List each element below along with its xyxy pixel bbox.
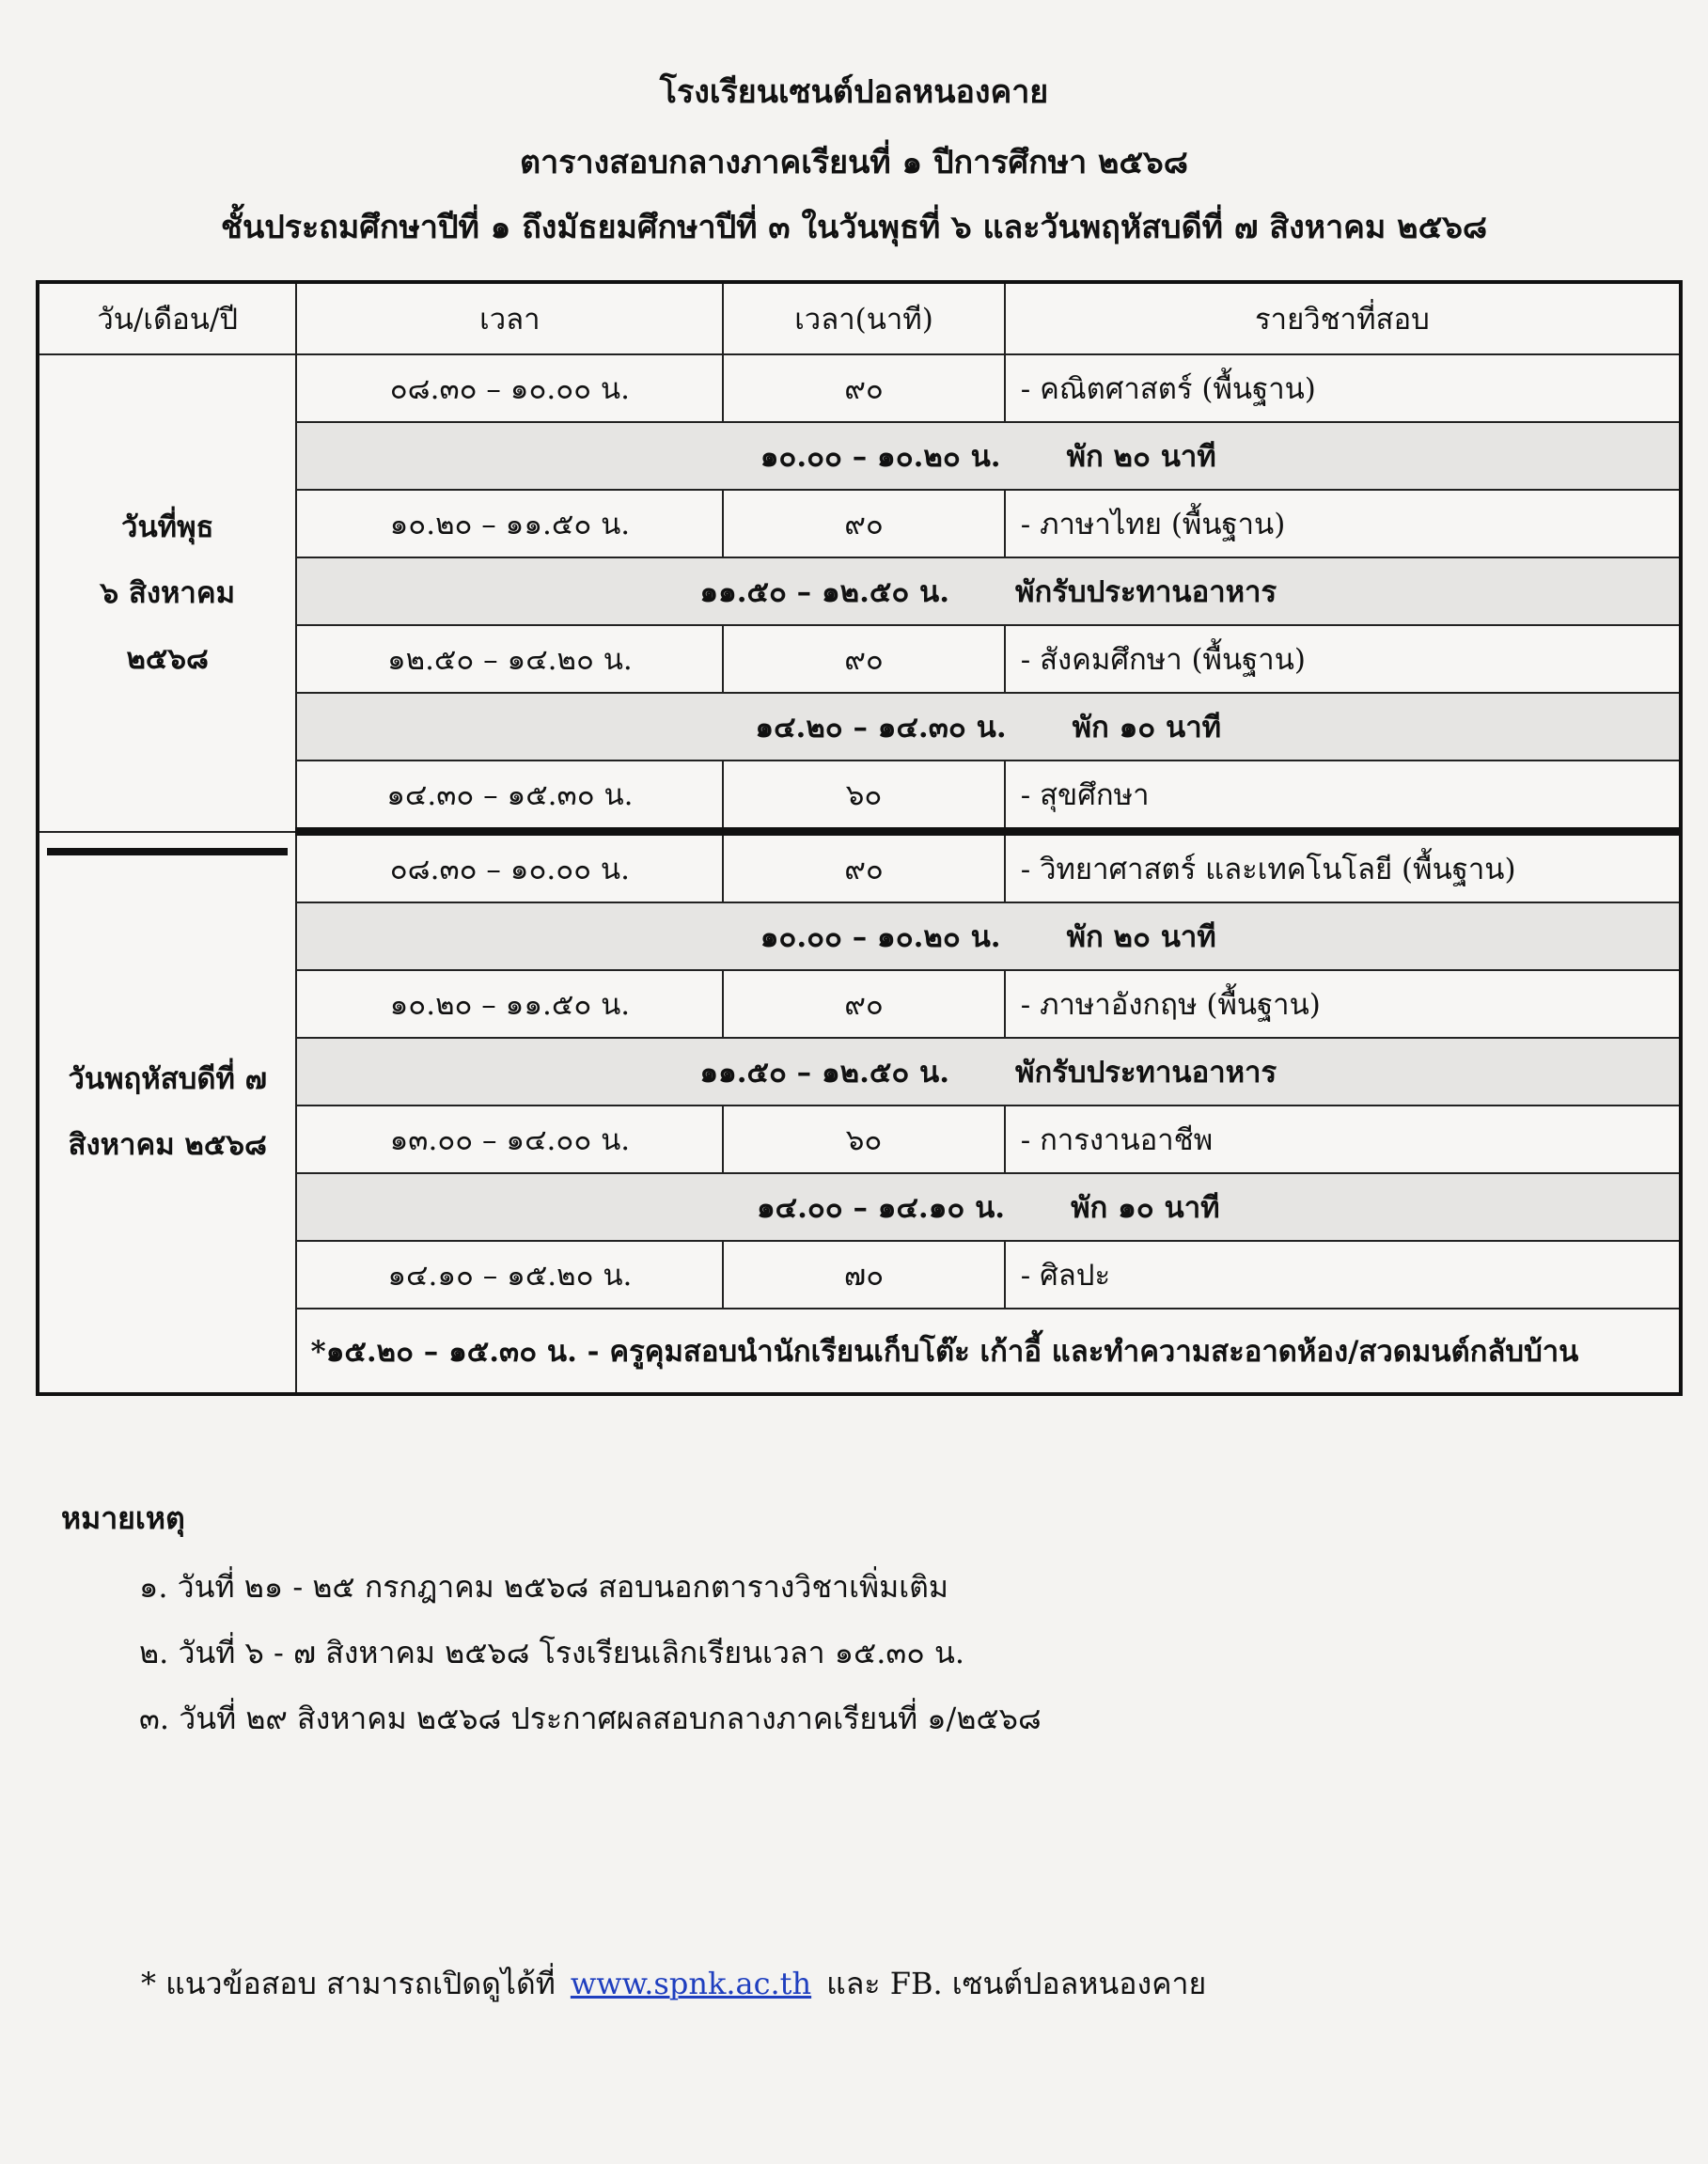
minutes-cell: ๙๐ bbox=[723, 490, 1004, 557]
time-cell: ๑๐.๒๐ – ๑๑.๕๐ น. bbox=[296, 490, 723, 557]
time-cell: ๐๘.๓๐ – ๑๐.๐๐ น. bbox=[296, 354, 723, 422]
break-cell bbox=[296, 422, 1681, 490]
column-header-minutes: เวลา(นาที) bbox=[723, 282, 1004, 354]
column-header-subject: รายวิชาที่สอบ bbox=[1005, 282, 1681, 354]
break-label: พัก ๑๐ นาที bbox=[1071, 1191, 1220, 1225]
note-item: ๑. วันที่ ๒๑ - ๒๕ กรกฎาคม ๒๕๖๘ สอบนอกตารางวิชาเพิ่มเติม bbox=[139, 1569, 949, 1605]
minutes-cell: ๖๐ bbox=[723, 761, 1004, 832]
footer-suffix: และ FB. เซนต์ปอลหนองคาย bbox=[826, 1966, 1207, 2001]
column-header-time: เวลา bbox=[296, 282, 723, 354]
document-title: ตารางสอบกลางภาคเรียนที่ ๑ ปีการศึกษา ๒๕๖๘ bbox=[520, 144, 1188, 181]
subject-cell: - ภาษาอังกฤษ (พื้นฐาน) bbox=[1005, 970, 1681, 1038]
subject-cell: - ภาษาไทย (พื้นฐาน) bbox=[1005, 490, 1681, 557]
minutes-cell: ๙๐ bbox=[723, 832, 1004, 903]
table-row bbox=[38, 354, 1681, 422]
final-note: *๑๕.๒๐ – ๑๕.๓๐ น. - ครูคุมสอบนำนักเรียนเก็บโต๊ะ เก้าอี้ และทำความสะอาดห้อง/สวดมนต์กลับบ้าน bbox=[296, 1309, 1681, 1394]
day1-line2: ๖ สิงหาคม bbox=[100, 575, 236, 610]
subject-cell: - วิทยาศาสตร์ และเทคโนโลยี (พื้นฐาน) bbox=[1005, 832, 1681, 903]
day2-line1: วันพฤหัสบดีที่ ๗ bbox=[68, 1062, 267, 1097]
footer-prefix: * แนวข้อสอบ สามารถเปิดดูได้ที่ bbox=[141, 1966, 556, 2001]
day2-cell bbox=[38, 832, 296, 1395]
subject-cell: - สุขศึกษา bbox=[1005, 761, 1681, 832]
note-item: ๓. วันที่ ๒๙ สิงหาคม ๒๕๖๘ ประกาศผลสอบกลางภาคเรียนที่ ๑/๒๕๖๘ bbox=[139, 1701, 1042, 1736]
break-cell bbox=[296, 557, 1681, 625]
minutes-cell: ๙๐ bbox=[723, 625, 1004, 693]
time-cell: ๑๒.๕๐ – ๑๔.๒๐ น. bbox=[296, 625, 723, 693]
minutes-cell: ๗๐ bbox=[723, 1241, 1004, 1309]
break-label: พัก ๒๐ นาที bbox=[1066, 440, 1216, 474]
day-separator bbox=[47, 848, 288, 855]
time-cell: ๑๓.๐๐ – ๑๔.๐๐ น. bbox=[296, 1106, 723, 1173]
break-label: พัก ๑๐ นาที bbox=[1072, 711, 1222, 745]
time-cell: ๐๘.๓๐ – ๑๐.๐๐ น. bbox=[296, 832, 723, 903]
minutes-cell: ๖๐ bbox=[723, 1106, 1004, 1173]
break-cell bbox=[296, 1173, 1681, 1241]
break-cell bbox=[296, 693, 1681, 761]
subject-cell: - คณิตศาสตร์ (พื้นฐาน) bbox=[1005, 354, 1681, 422]
minutes-cell: ๙๐ bbox=[723, 354, 1004, 422]
break-time: ๑๑.๕๐ – ๑๒.๕๐ น. bbox=[699, 575, 950, 609]
subject-cell: - ศิลปะ bbox=[1005, 1241, 1681, 1309]
break-time: ๑๐.๐๐ – ๑๐.๒๐ น. bbox=[760, 920, 1001, 954]
break-label: พักรับประทานอาหาร bbox=[1015, 575, 1277, 609]
break-label: พักรับประทานอาหาร bbox=[1015, 1056, 1277, 1090]
break-cell bbox=[296, 1038, 1681, 1106]
day1-cell bbox=[38, 354, 296, 832]
time-cell: ๑๔.๓๐ – ๑๕.๓๐ น. bbox=[296, 761, 723, 832]
document-subtitle: ชั้นประถมศึกษาปีที่ ๑ ถึงมัธยมศึกษาปีที่ ๓ ในวันพุธที่ ๖ และวันพฤหัสบดีที่ ๗ สิงหาคม ๒๕๖๘ bbox=[220, 209, 1488, 246]
minutes-cell: ๙๐ bbox=[723, 970, 1004, 1038]
website-link[interactable]: www.spnk.ac.th bbox=[570, 1966, 812, 2001]
table-header-row bbox=[38, 282, 1681, 354]
column-header-date: วัน/เดือน/ปี bbox=[38, 282, 296, 354]
break-time: ๑๑.๕๐ – ๑๒.๕๐ น. bbox=[699, 1056, 950, 1090]
day2-line2: สิงหาคม ๒๕๖๘ bbox=[68, 1128, 267, 1163]
break-label: พัก ๒๐ นาที bbox=[1066, 920, 1216, 954]
note-item: ๒. วันที่ ๖ - ๗ สิงหาคม ๒๕๖๘ โรงเรียนเลิกเรียนเวลา ๑๕.๓๐ น. bbox=[139, 1635, 965, 1670]
break-cell bbox=[296, 902, 1681, 970]
day1-line1: วันที่พุธ bbox=[121, 510, 214, 544]
exam-schedule-table bbox=[36, 280, 1683, 1396]
subject-cell: - การงานอาชีพ bbox=[1005, 1106, 1681, 1173]
break-time: ๑๔.๒๐ – ๑๔.๓๐ น. bbox=[755, 711, 1007, 745]
day1-line3: ๒๕๖๘ bbox=[126, 641, 209, 676]
break-time: ๑๐.๐๐ – ๑๐.๒๐ น. bbox=[760, 440, 1001, 474]
footer-note bbox=[141, 1960, 1206, 2008]
break-time: ๑๔.๐๐ – ๑๔.๑๐ น. bbox=[756, 1191, 1006, 1225]
subject-cell: - สังคมศึกษา (พื้นฐาน) bbox=[1005, 625, 1681, 693]
school-name: โรงเรียนเซนต์ปอลหนองคาย bbox=[659, 73, 1049, 111]
table-row bbox=[38, 832, 1681, 903]
notes-title: หมายเหตุ bbox=[61, 1500, 185, 1536]
time-cell: ๑๐.๒๐ – ๑๑.๕๐ น. bbox=[296, 970, 723, 1038]
time-cell: ๑๔.๑๐ – ๑๕.๒๐ น. bbox=[296, 1241, 723, 1309]
